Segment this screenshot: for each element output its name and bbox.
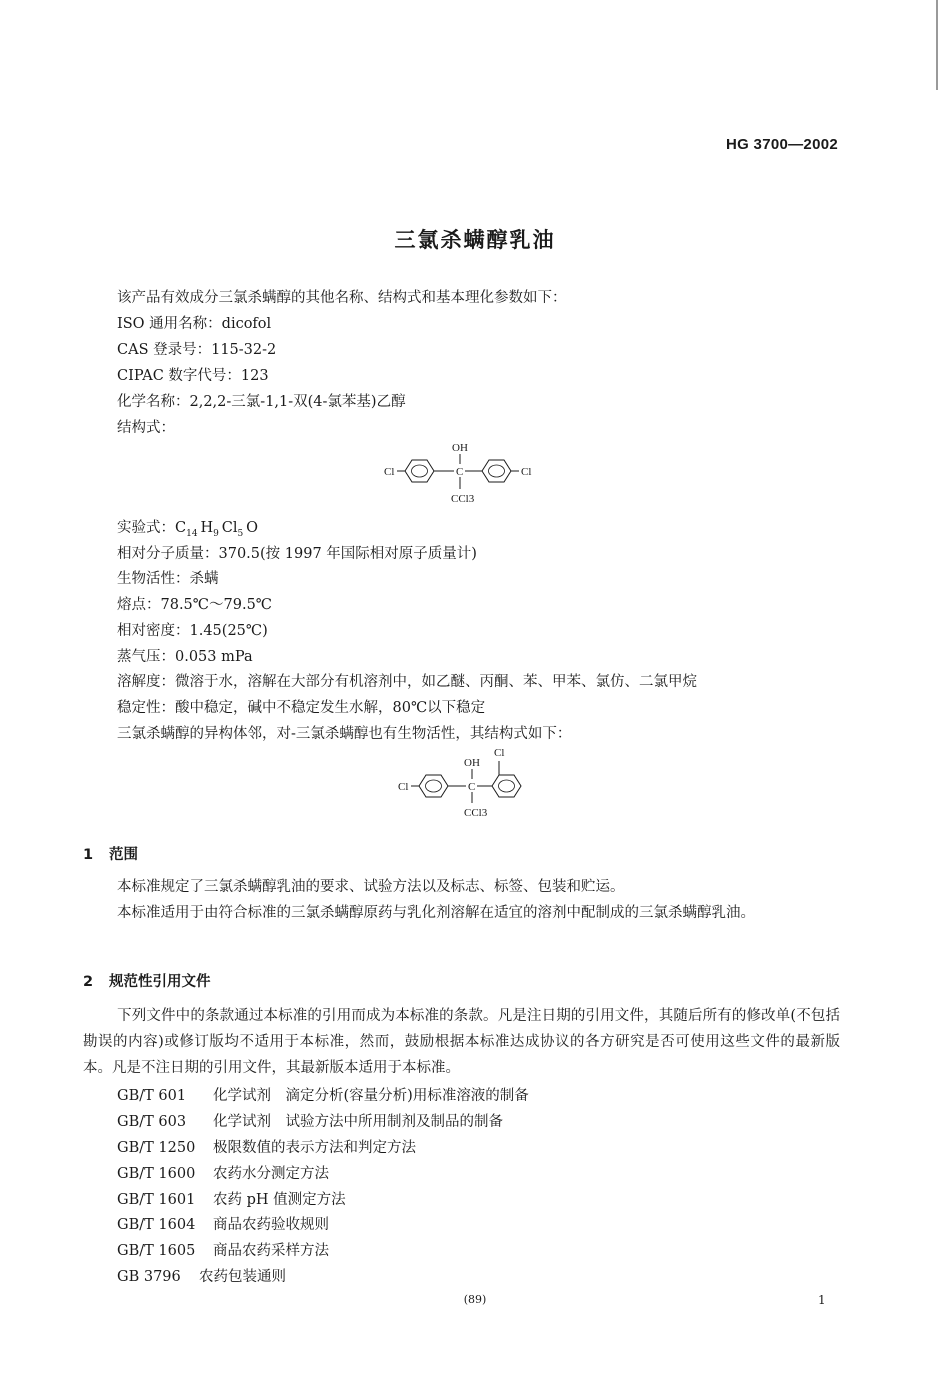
reference-item <box>117 1188 346 1209</box>
structure1-cl-left: Cl <box>384 466 395 478</box>
reference-code: GB/T 601 <box>117 1088 187 1104</box>
reference-code: GB/T 1250 <box>117 1140 196 1156</box>
reference-title: 商品农药采样方法 <box>213 1243 329 1259</box>
reference-title: 化学试剂 试验方法中所用制剂及制品的制备 <box>213 1114 503 1130</box>
op-dicofol-structure <box>388 742 548 822</box>
section-2-p1-text: 下列文件中的条款通过本标准的引用而成为本标准的条款。凡是注日期的引用文件，其随后所有的修改单(不包括勘误的内容)或修订版均不适用于本标准，然而，鼓励根据本标准达成协议的各方研究是否可使用这些文件的最新版本。凡是不注日期的引用文件，其最新版本适用于本标准。 <box>83 1008 840 1076</box>
stability: 稳定性：酸中稳定，碱中不稳定发生水解，80℃以下稳定 <box>117 700 486 716</box>
molecular-weight: 相对分子质量：370.5(按 1997 年国际相对原子质量计) <box>117 546 477 562</box>
reference-item <box>117 1136 416 1157</box>
reference-code: GB/T 1600 <box>117 1166 196 1182</box>
section-1-p2-text: 本标准适用于由符合标准的三氯杀螨醇原药与乳化剂溶解在适宜的溶剂中配制成的三氯杀螨醇乳油。 <box>117 905 755 921</box>
reference-code: GB/T 1601 <box>117 1192 196 1208</box>
iso-name: ISO 通用名称：dicofol <box>117 316 272 332</box>
reference-title: 农药水分测定方法 <box>213 1166 329 1182</box>
structure1-central-c: C <box>456 466 464 478</box>
reference-title: 化学试剂 滴定分析(容量分析)用标准溶液的制备 <box>213 1088 529 1104</box>
page-number: 1 <box>818 1293 826 1307</box>
section-1-number: 1 <box>83 847 94 863</box>
section-1-paragraph-1 <box>83 874 840 900</box>
aromatic2-circle-right <box>499 780 515 792</box>
standard-code: HG 3700—2002 <box>725 136 838 153</box>
reference-title: 农药 pH 值测定方法 <box>213 1192 346 1208</box>
vapor-pressure: 蒸气压：0.053 mPa <box>117 649 253 665</box>
intro-lead: 该产品有效成分三氯杀螨醇的其他名称、结构式和基本理化参数如下： <box>117 290 567 306</box>
solubility: 溶解度：微溶于水，溶解在大部分有机溶剂中，如乙醚、丙酮、苯、甲苯、氯仿、二氯甲烷 <box>117 674 697 690</box>
reference-title: 商品农药验收规则 <box>213 1217 329 1233</box>
reference-item <box>117 1162 329 1183</box>
formula-c: C <box>175 520 187 536</box>
formula-cl-sub: 5 <box>237 528 244 539</box>
section-2-title: 规范性引用文件 <box>109 974 211 990</box>
reference-item <box>117 1084 529 1105</box>
isomer-note: 三氯杀螨醇的异构体邻，对-三氯杀螨醇也有生物活性，其结构式如下： <box>117 726 572 742</box>
reference-item <box>117 1239 329 1260</box>
formula-c-sub: 14 <box>186 528 198 539</box>
structure-label: 结构式： <box>117 420 175 436</box>
section-2-number: 2 <box>83 974 94 990</box>
benzene-ring-left <box>405 460 434 482</box>
empirical-formula <box>117 516 258 539</box>
structure2-ccl3: CCl3 <box>464 807 488 819</box>
structure2-oh: OH <box>464 757 480 769</box>
reference-code: GB/T 1604 <box>117 1217 196 1233</box>
structure1-oh: OH <box>452 442 468 454</box>
formula-o: O <box>246 520 259 536</box>
reference-item <box>117 1110 503 1131</box>
section-1-paragraph-2 <box>83 900 840 926</box>
formula-cl: Cl <box>221 520 238 536</box>
structure2-cl-top: Cl <box>494 747 505 759</box>
structure2-central-c: C <box>468 781 476 793</box>
formula-h: H <box>200 520 214 536</box>
benzene2-ring-right <box>492 775 521 797</box>
cipac-number: CIPAC 数字代号：123 <box>117 368 269 384</box>
reference-code: GB/T 1605 <box>117 1243 196 1259</box>
section-2-heading <box>83 970 211 991</box>
scan-edge-mark <box>936 0 938 90</box>
aromatic-circle-right <box>489 465 505 477</box>
structure1-ccl3: CCl3 <box>451 493 475 505</box>
structure1-cl-right: Cl <box>521 466 532 478</box>
aromatic2-circle-left <box>426 780 442 792</box>
section-1-p1-text: 本标准规定了三氯杀螨醇乳油的要求、试验方法以及标志、标签、包装和贮运。 <box>117 879 625 895</box>
dicofol-structure <box>372 436 562 512</box>
formula-h-sub: 9 <box>213 528 219 539</box>
relative-density: 相对密度：1.45(25℃) <box>117 623 268 639</box>
reference-code: GB/T 603 <box>117 1114 187 1130</box>
reference-code: GB 3796 <box>117 1269 181 1285</box>
aromatic-circle-left <box>412 465 428 477</box>
section-1-title: 范围 <box>109 847 138 863</box>
melting-point: 熔点：78.5℃～79.5℃ <box>117 597 273 613</box>
reference-title: 农药包装通则 <box>199 1269 286 1285</box>
chemical-name: 化学名称：2,2,2-三氯-1,1-双(4-氯苯基)乙醇 <box>117 394 406 410</box>
section-2-paragraph-1 <box>83 1003 840 1081</box>
section-1-heading <box>83 843 138 864</box>
benzene-ring-right <box>482 460 511 482</box>
reference-item <box>117 1265 286 1286</box>
document-title: 三氯杀螨醇乳油 <box>394 228 556 252</box>
formula-prefix: 实验式： <box>117 520 175 536</box>
reference-item <box>117 1213 329 1234</box>
structure2-cl-left: Cl <box>398 781 409 793</box>
reference-title: 极限数值的表示方法和判定方法 <box>213 1140 416 1156</box>
benzene2-ring-left <box>419 775 448 797</box>
bioactivity: 生物活性：杀螨 <box>117 571 219 587</box>
cas-number: CAS 登录号：115-32-2 <box>117 342 277 358</box>
footer-center-number: (89) <box>463 1293 487 1306</box>
